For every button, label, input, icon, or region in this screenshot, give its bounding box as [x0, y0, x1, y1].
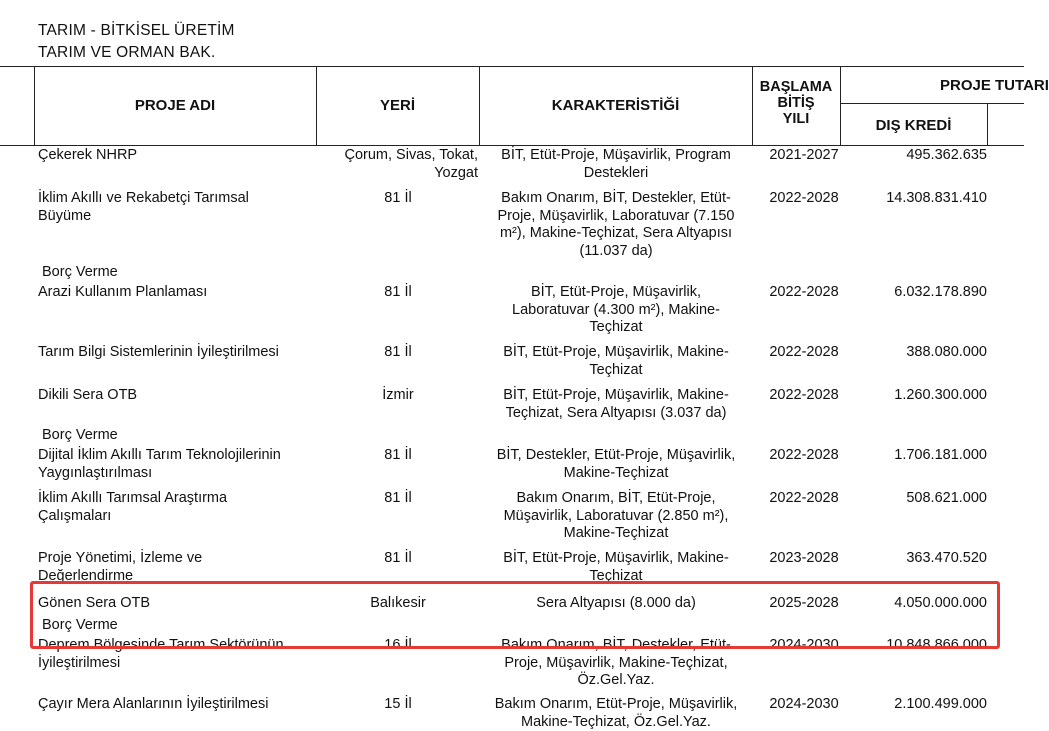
project-place	[318, 387, 478, 405]
baslama-label: BAŞLAMA	[752, 79, 840, 95]
col-header-baslama	[752, 79, 840, 127]
project-place	[318, 490, 478, 508]
project-years: 2024-2030	[752, 696, 856, 714]
project-name-line: Arazi Kullanım Planlaması	[38, 284, 316, 302]
project-place-line: 16 İl	[318, 637, 478, 655]
project-characteristics-line: BİT, Etüt-Proje, Müşavirlik, Program	[482, 147, 750, 165]
project-place	[318, 147, 478, 182]
project-name-line: Çekerek NHRP	[38, 147, 316, 165]
project-characteristics-line: m²), Makine-Teçhizat, Sera Altyapısı	[482, 225, 750, 243]
project-name-line: İyileştirilmesi	[38, 655, 316, 673]
project-foreign-credit: 4.050.000.000	[840, 595, 987, 613]
project-characteristics-line: Proje, Müşavirlik, Makine-Teçhizat,	[482, 655, 750, 673]
project-place	[318, 190, 478, 208]
project-characteristics	[482, 490, 750, 543]
project-characteristics	[482, 190, 750, 260]
project-name	[38, 190, 316, 225]
ministry-title: TARIM VE ORMAN BAK.	[38, 44, 215, 62]
project-name	[38, 550, 316, 585]
project-characteristics	[482, 447, 750, 482]
project-characteristics-line: Teçhizat	[482, 362, 750, 380]
project-years: 2022-2028	[752, 387, 856, 405]
table-header-bottom-border	[0, 145, 1024, 146]
project-years: 2025-2028	[752, 595, 856, 613]
project-foreign-credit: 363.470.520	[840, 550, 987, 568]
project-place-line: İzmir	[318, 387, 478, 405]
project-foreign-credit: 508.621.000	[840, 490, 987, 508]
project-characteristics-line: Proje, Müşavirlik, Laboratuvar (7.150	[482, 208, 750, 226]
project-characteristics-line: BİT, Destekler, Etüt-Proje, Müşavirlik,	[482, 447, 750, 465]
bitis-label: BİTİŞ	[752, 95, 840, 111]
project-place-line: 81 İl	[318, 190, 478, 208]
table-top-border	[0, 66, 1024, 67]
col-divider	[987, 103, 988, 146]
project-years: 2022-2028	[752, 284, 856, 302]
project-name	[38, 490, 316, 525]
row-prefix-label: Borç Verme	[42, 264, 118, 282]
col-header-karakteristigi: KARAKTERİSTİĞİ	[479, 97, 752, 114]
project-foreign-credit: 10.848.866.000	[840, 637, 987, 655]
project-characteristics-line: Bakım Onarım, BİT, Destekler, Etüt-	[482, 637, 750, 655]
project-name	[38, 344, 316, 362]
row-prefix-label: Borç Verme	[42, 427, 118, 445]
project-foreign-credit: 495.362.635	[840, 147, 987, 165]
project-characteristics-line: BİT, Etüt-Proje, Müşavirlik, Makine-	[482, 550, 750, 568]
project-characteristics-line: Destekleri	[482, 165, 750, 183]
project-characteristics-line: Sera Altyapısı (8.000 da)	[482, 595, 750, 613]
project-name-line: Değerlendirme	[38, 568, 316, 586]
project-place	[318, 447, 478, 465]
project-name	[38, 147, 316, 165]
project-name-line: Dijital İklim Akıllı Tarım Teknolojilerinin	[38, 447, 316, 465]
project-place	[318, 550, 478, 568]
project-name-line: Çalışmaları	[38, 508, 316, 526]
project-place	[318, 696, 478, 714]
project-characteristics-line: Öz.Gel.Yaz.	[482, 672, 750, 690]
project-characteristics-line: Bakım Onarım, Etüt-Proje, Müşavirlik,	[482, 696, 750, 714]
project-characteristics-line: BİT, Etüt-Proje, Müşavirlik, Makine-	[482, 344, 750, 362]
project-place-line: 81 İl	[318, 284, 478, 302]
project-foreign-credit: 1.260.300.000	[840, 387, 987, 405]
project-years: 2022-2028	[752, 344, 856, 362]
project-characteristics-line: BİT, Etüt-Proje, Müşavirlik, Makine-	[482, 387, 750, 405]
project-place-line: 81 İl	[318, 550, 478, 568]
project-characteristics-line: Teçhizat	[482, 568, 750, 586]
project-characteristics-line: (11.037 da)	[482, 243, 750, 261]
project-characteristics-line: Makine-Teçhizat	[482, 465, 750, 483]
project-name-line: Dikili Sera OTB	[38, 387, 316, 405]
project-name-line: İklim Akıllı Tarımsal Araştırma	[38, 490, 316, 508]
col-divider	[840, 66, 841, 146]
project-years: 2022-2028	[752, 447, 856, 465]
project-place	[318, 284, 478, 302]
project-foreign-credit: 388.080.000	[840, 344, 987, 362]
project-characteristics	[482, 147, 750, 182]
project-name-line: Çayır Mera Alanlarının İyileştirilmesi	[38, 696, 316, 714]
project-characteristics-line: Müşavirlik, Laboratuvar (2.850 m²),	[482, 508, 750, 526]
project-name	[38, 447, 316, 482]
project-characteristics	[482, 387, 750, 422]
row-prefix-label: Borç Verme	[42, 617, 118, 635]
project-name-line: Proje Yönetimi, İzleme ve	[38, 550, 316, 568]
project-years: 2023-2028	[752, 550, 856, 568]
project-name	[38, 696, 316, 714]
col-header-proje-adi: PROJE ADI	[34, 97, 316, 114]
project-place-line: Balıkesir	[318, 595, 478, 613]
project-place-line: 81 İl	[318, 447, 478, 465]
project-characteristics-line: Laboratuvar (4.300 m²), Makine-	[482, 302, 750, 320]
project-years: 2024-2030	[752, 637, 856, 655]
col-header-proje-tutari: PROJE TUTARI	[940, 77, 1049, 94]
project-name-line: İklim Akıllı ve Rekabetçi Tarımsal	[38, 190, 316, 208]
project-foreign-credit: 14.308.831.410	[840, 190, 987, 208]
project-foreign-credit: 1.706.181.000	[840, 447, 987, 465]
project-characteristics	[482, 284, 750, 337]
project-foreign-credit: 2.100.499.000	[840, 696, 987, 714]
project-place-line: 81 İl	[318, 344, 478, 362]
project-characteristics-line: Teçhizat	[482, 319, 750, 337]
project-place-line: Çorum, Sivas, Tokat,	[318, 147, 478, 165]
project-name-line: Yaygınlaştırılması	[38, 465, 316, 483]
project-characteristics-line: Bakım Onarım, BİT, Destekler, Etüt-	[482, 190, 750, 208]
col-header-yeri: YERİ	[316, 97, 479, 114]
yili-label: YILI	[752, 111, 840, 127]
project-characteristics	[482, 696, 750, 731]
project-name	[38, 284, 316, 302]
highlight-box	[30, 581, 1000, 649]
project-foreign-credit: 6.032.178.890	[840, 284, 987, 302]
project-place-line: Yozgat	[318, 165, 478, 183]
project-name-line: Deprem Bölgesinde Tarım Sektörünün	[38, 637, 316, 655]
project-characteristics-line: BİT, Etüt-Proje, Müşavirlik,	[482, 284, 750, 302]
section-title: TARIM - BİTKİSEL ÜRETİM	[38, 22, 235, 40]
project-name-line: Gönen Sera OTB	[38, 595, 316, 613]
project-characteristics	[482, 344, 750, 379]
project-characteristics-line: Bakım Onarım, BİT, Etüt-Proje,	[482, 490, 750, 508]
project-name	[38, 387, 316, 405]
project-place-line: 15 İl	[318, 696, 478, 714]
project-characteristics	[482, 550, 750, 585]
project-years: 2022-2028	[752, 490, 856, 508]
project-characteristics-line: Makine-Teçhizat	[482, 525, 750, 543]
project-place-line: 81 İl	[318, 490, 478, 508]
project-name-line: Tarım Bilgi Sistemlerinin İyileştirilmesi	[38, 344, 316, 362]
col-header-dis-kredi: DIŞ KREDİ	[840, 117, 987, 134]
project-years: 2022-2028	[752, 190, 856, 208]
project-name-line: Büyüme	[38, 208, 316, 226]
project-years: 2021-2027	[752, 147, 856, 165]
proje-tutari-divider	[840, 103, 1024, 104]
project-place	[318, 344, 478, 362]
project-characteristics-line: Makine-Teçhizat, Öz.Gel.Yaz.	[482, 714, 750, 731]
project-characteristics-line: Teçhizat, Sera Altyapısı (3.037 da)	[482, 405, 750, 423]
